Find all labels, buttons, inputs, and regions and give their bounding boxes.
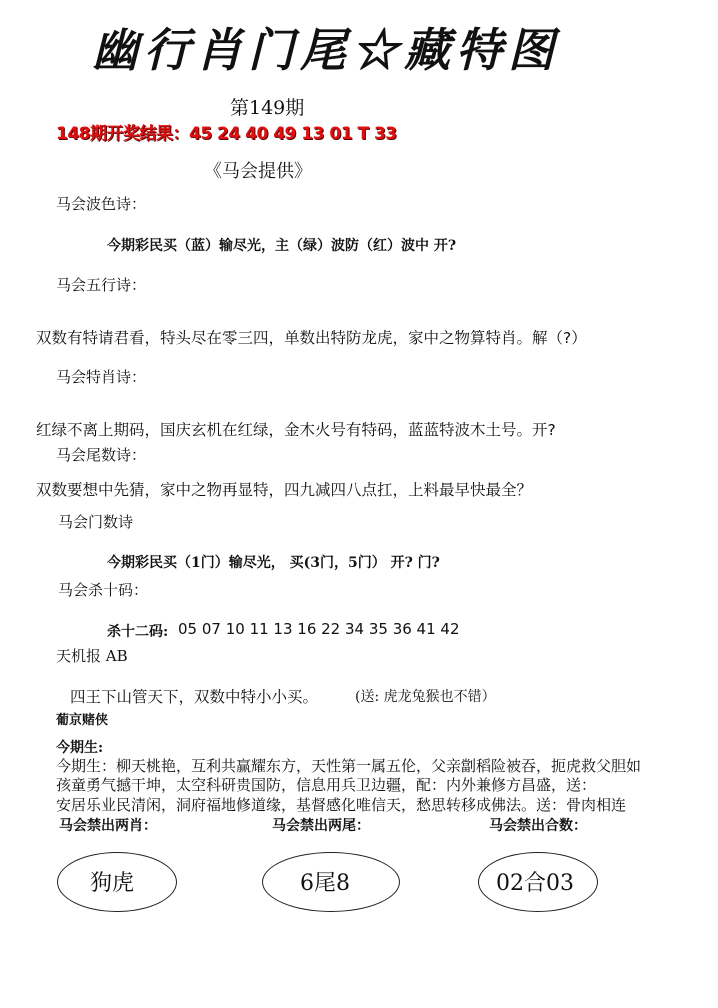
page-title: 幽行肖门尾☆藏特图 bbox=[92, 23, 560, 77]
kill-twelve-label: 杀十二码: bbox=[107, 624, 169, 640]
zodiac-poem-label: 马会特肖诗： bbox=[56, 368, 147, 386]
ban-sum-label: 马会禁出合数： bbox=[489, 818, 587, 834]
wave-poem-label: 马会波色诗： bbox=[56, 195, 147, 213]
ban-tail-value: 6尾8 bbox=[300, 871, 350, 896]
five-elements-label: 马会五行诗： bbox=[56, 276, 147, 294]
casino-label: 葡京赌侠 bbox=[56, 713, 109, 728]
ban-zodiac-value: 狗虎 bbox=[90, 871, 135, 896]
kill-ten-label: 马会杀十码： bbox=[58, 581, 149, 599]
this-issue-line-2: 孩童勇气撼干坤，太空科研贵国防，信息用兵卫边疆，配：内外兼修方昌盛，送： bbox=[56, 776, 597, 794]
provider-label: 《马会提供》 bbox=[204, 161, 312, 182]
zodiac-poem-line: 红绿不离上期码，国庆玄机在红绿，金木火号有特码，蓝蓝特波木土号。开? bbox=[36, 421, 556, 439]
this-issue-line-3: 安居乐业民清闲，洞府福地修道缘，基督感化唯信天，愁思转移成佛法。送：骨肉相连 bbox=[56, 796, 627, 814]
draw-result: 148期开奖结果：45 24 40 49 13 01 T 33 bbox=[56, 124, 397, 144]
ban-sum-value: 02合03 bbox=[496, 871, 574, 896]
tianji-label: 天机报 AB bbox=[56, 647, 128, 665]
this-issue-label: 今期生: bbox=[56, 740, 104, 756]
door-poem-label: 马会门数诗 bbox=[58, 513, 134, 531]
tianji-send: (送: 虎龙兔猴也不错） bbox=[355, 689, 496, 705]
five-elements-line: 双数有特请君看，特头尽在零三四，单数出特防龙虎，家中之物算特肖。解（?） bbox=[36, 329, 587, 347]
kill-twelve-numbers: 05 07 10 11 13 16 22 34 35 36 41 42 bbox=[178, 620, 460, 638]
ban-tail-label: 马会禁出两尾： bbox=[272, 818, 370, 834]
tail-poem-label: 马会尾数诗： bbox=[56, 446, 147, 464]
wave-poem-line: 今期彩民买（蓝）输尽光，主（绿）波防（红）波中 开? bbox=[107, 238, 457, 254]
issue-number: 第149期 bbox=[230, 97, 305, 119]
ban-zodiac-label: 马会禁出两肖： bbox=[59, 818, 157, 834]
door-poem-line: 今期彩民买（1门）输尽光， 买(3门，5门） 开? 门? bbox=[107, 555, 440, 571]
tianji-line: 四王下山管天下，双数中特小小买。 bbox=[70, 688, 319, 706]
this-issue-line-1: 今期生：柳天桃艳，互利共赢耀东方，天性第一属五伦，父亲劏稻险被吞，扼虎救父胆如 bbox=[56, 757, 642, 775]
tail-poem-line: 双数要想中先猜，家中之物再显特，四九减四八点扛，上料最早快最全？ bbox=[36, 481, 533, 499]
